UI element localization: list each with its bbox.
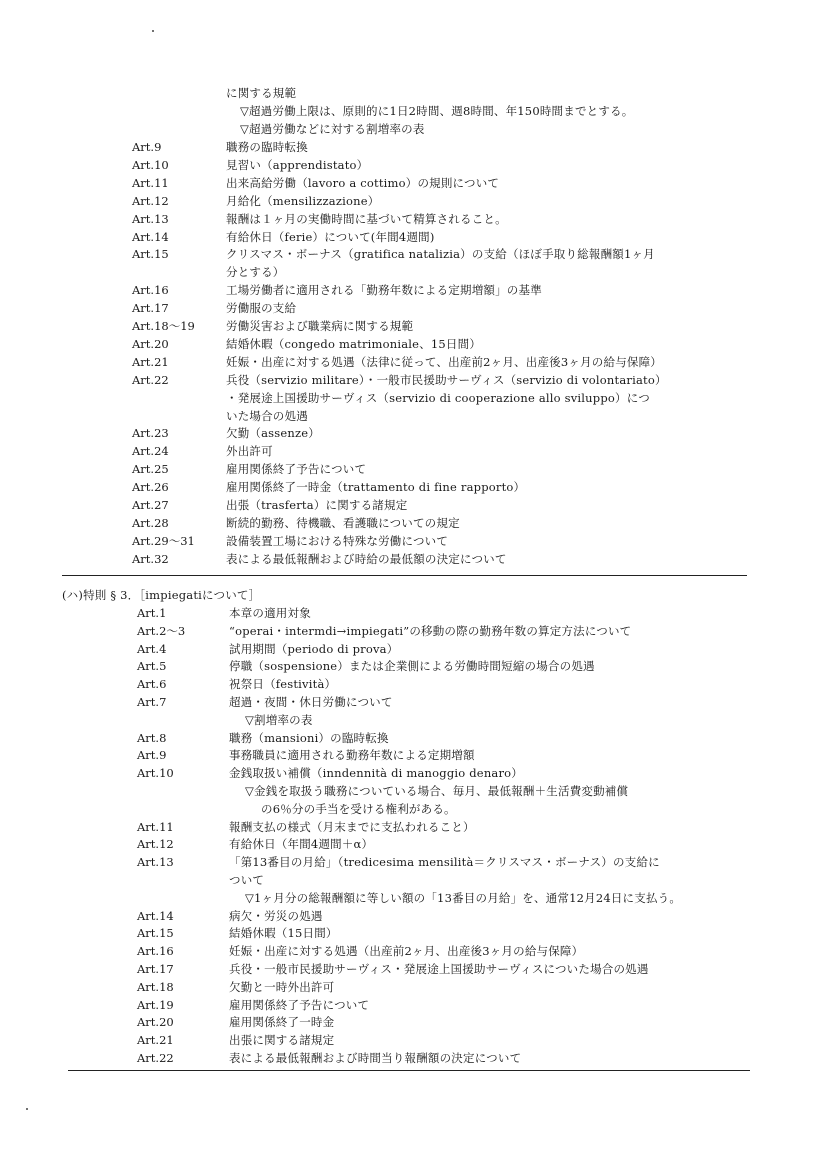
article-number: Art.32 — [132, 551, 169, 566]
article-description: 設備装置工場における特殊な労働について — [226, 533, 449, 548]
article-description: 職務（mansioni）の臨時転換 — [229, 730, 389, 745]
article-description: 停職（sospensione）または企業側による労働時間短縮の場合の処遇 — [229, 659, 595, 674]
article-number: Art.8 — [137, 730, 167, 745]
article-description: 報酬は１ヶ月の実働時間に基づいて精算されること。 — [226, 211, 507, 226]
scan-speck — [152, 30, 154, 32]
article-number: Art.24 — [132, 444, 169, 459]
article-description: 兵役（servizio militare）・一般市民援助サーヴィス（servizio di volontariato） — [226, 372, 667, 387]
article-number: Art.1 — [137, 606, 167, 620]
article-description: 兵役・一般市民援助サーヴィス・発展途上国援助サーヴィスについた場合の処遇 — [229, 962, 649, 976]
article-description: 結婚休暇（congedo matrimoniale、15日間） — [226, 336, 482, 351]
article-number: Art.17 — [137, 962, 174, 976]
article-description: クリスマス・ボーナス（gratifica natalizia）の支給（ほぼ手取り総報酬額1ヶ月 — [226, 247, 655, 262]
article-number: Art.17 — [132, 301, 169, 316]
article-description: 本章の適用対象 — [229, 606, 311, 620]
article-description: 有給休日（年間4週間＋α） — [229, 837, 374, 852]
article-description: 外出許可 — [226, 444, 273, 459]
article-description: 月給化（mensilizzazione） — [226, 193, 380, 208]
article-description: 雇用関係終了予告について — [229, 997, 370, 1012]
article-description: 表による最低報酬および時間当り報酬額の決定について — [229, 1051, 522, 1065]
article-number: Art.18～19 — [132, 319, 195, 333]
article-description: 試用期間（periodo di prova） — [229, 641, 399, 656]
article-number: Art.29～31 — [132, 533, 195, 548]
continuation-line: ▽超過労働上限は、原則的に1日2時間、週8時間、年150時間までとする。 — [240, 104, 634, 118]
article-description: 金銭取扱い補償（inndennità di manoggio denaro） — [229, 766, 523, 781]
article-description: ・発展途上国援助サーヴィス（servizio di cooperazione allo sviluppo）につ — [226, 390, 650, 405]
article-number: Art.9 — [137, 748, 167, 763]
article-description: 妊娠・出産に対する処遇（法律に従って、出産前2ヶ月、出産後3ヶ月の給与保障） — [226, 354, 662, 369]
article-description: ▽割増率の表 — [245, 712, 313, 727]
article-number: Art.12 — [132, 193, 169, 208]
article-description: 分とする） — [226, 265, 285, 280]
article-number: Art.22 — [137, 1051, 174, 1065]
article-description: 出来高給労働（lavoro a cottimo）の規則について — [226, 175, 500, 190]
article-number: Art.10 — [132, 157, 169, 172]
article-number: Art.22 — [132, 372, 169, 387]
article-description: 妊娠・出産に対する処遇（出産前2ヶ月、出産後3ヶ月の給与保障） — [229, 944, 584, 959]
article-description: 病欠・労災の処遇 — [229, 908, 323, 923]
article-number: Art.5 — [137, 659, 167, 674]
bottom-divider — [68, 1070, 750, 1071]
article-description: 労働服の支給 — [226, 301, 297, 316]
article-number: Art.28 — [132, 515, 169, 530]
article-description: いた場合の処遇 — [226, 408, 308, 423]
article-description: 欠勤（assenze） — [226, 426, 320, 441]
article-description: の6％分の手当を受ける権利がある。 — [261, 801, 456, 816]
article-description: 報酬支払の様式（月末までに支払われること） — [229, 819, 475, 834]
article-description: 有給休日（ferie）について(年間4週間) — [226, 229, 435, 244]
article-number: Art.15 — [132, 247, 169, 262]
article-number: Art.12 — [137, 837, 174, 852]
article-description: 雇用関係終了一時金（trattamento di fine rapporto） — [226, 480, 526, 495]
article-number: Art.16 — [132, 283, 169, 298]
article-description: 労働災害および職業病に関する規範 — [226, 319, 414, 333]
article-description: 結婚休暇（15日間） — [229, 926, 338, 941]
article-number: Art.27 — [132, 498, 169, 512]
scan-speck — [26, 1108, 28, 1110]
article-number: Art.14 — [137, 908, 174, 923]
article-number: Art.16 — [137, 944, 174, 959]
article-description: 超過・夜間・休日労働について — [229, 695, 393, 709]
article-description: 職務の臨時転換 — [226, 140, 308, 154]
continuation-line: に関する規範 — [226, 86, 297, 100]
article-description: “operai・intermdi→impiegati”の移動の際の勤務年数の算定方法について — [229, 623, 632, 638]
article-description: 欠勤と一時外出許可 — [229, 979, 335, 994]
article-description: 出張に関する諸規定 — [229, 1033, 335, 1048]
article-description: 断続的勤務、待機職、看護職についての規定 — [226, 515, 460, 530]
article-number: Art.23 — [132, 426, 169, 441]
article-description: 表による最低報酬および時給の最低額の決定について — [226, 551, 507, 566]
article-description: 雇用関係終了予告について — [226, 462, 367, 477]
article-description: ▽1ヶ月分の総報酬額に等しい額の「13番目の月給」を、通常12月24日に支払う。 — [245, 890, 682, 905]
article-number: Art.21 — [132, 354, 169, 369]
article-number: Art.21 — [137, 1033, 174, 1048]
article-description: ▽金銭を取扱う職務についている場合、毎月、最低報酬＋生活費変動補償 — [245, 784, 629, 798]
article-description: 「第13番目の月給」（tredicesima mensilità＝クリスマス・ボーナス）の支給に — [229, 855, 660, 870]
article-number: Art.13 — [137, 855, 174, 870]
article-number: Art.25 — [132, 462, 169, 477]
section-divider — [62, 575, 747, 576]
section-heading: (ハ)特則 § 3．［impiegatiについて］ — [62, 588, 261, 602]
article-description: 出張（trasferta）に関する諸規定 — [226, 498, 408, 512]
article-description: 工場労働者に適用される「勤務年数による定期増額」の基準 — [226, 283, 542, 298]
article-number: Art.14 — [132, 229, 169, 244]
article-number: Art.9 — [132, 140, 162, 154]
article-description: ついて — [229, 873, 265, 887]
article-number: Art.6 — [137, 677, 167, 692]
article-number: Art.13 — [132, 211, 169, 226]
article-description: 見習い（apprendistato） — [226, 157, 369, 172]
article-number: Art.11 — [137, 819, 174, 834]
article-number: Art.20 — [137, 1015, 174, 1030]
article-description: 事務職員に適用される勤務年数による定期増額 — [229, 748, 475, 763]
article-number: Art.20 — [132, 336, 169, 351]
article-number: Art.15 — [137, 926, 174, 941]
article-number: Art.11 — [132, 175, 169, 190]
article-number: Art.4 — [137, 641, 167, 656]
article-number: Art.18 — [137, 979, 174, 994]
article-number: Art.26 — [132, 480, 169, 495]
article-number: Art.19 — [137, 997, 174, 1012]
continuation-line: ▽超過労働などに対する割増率の表 — [240, 122, 425, 136]
article-description: 雇用関係終了一時金 — [229, 1015, 335, 1030]
article-number: Art.7 — [137, 695, 167, 709]
article-description: 祝祭日（festività） — [229, 677, 337, 692]
article-number: Art.10 — [137, 766, 174, 781]
article-number: Art.2～3 — [137, 623, 186, 638]
